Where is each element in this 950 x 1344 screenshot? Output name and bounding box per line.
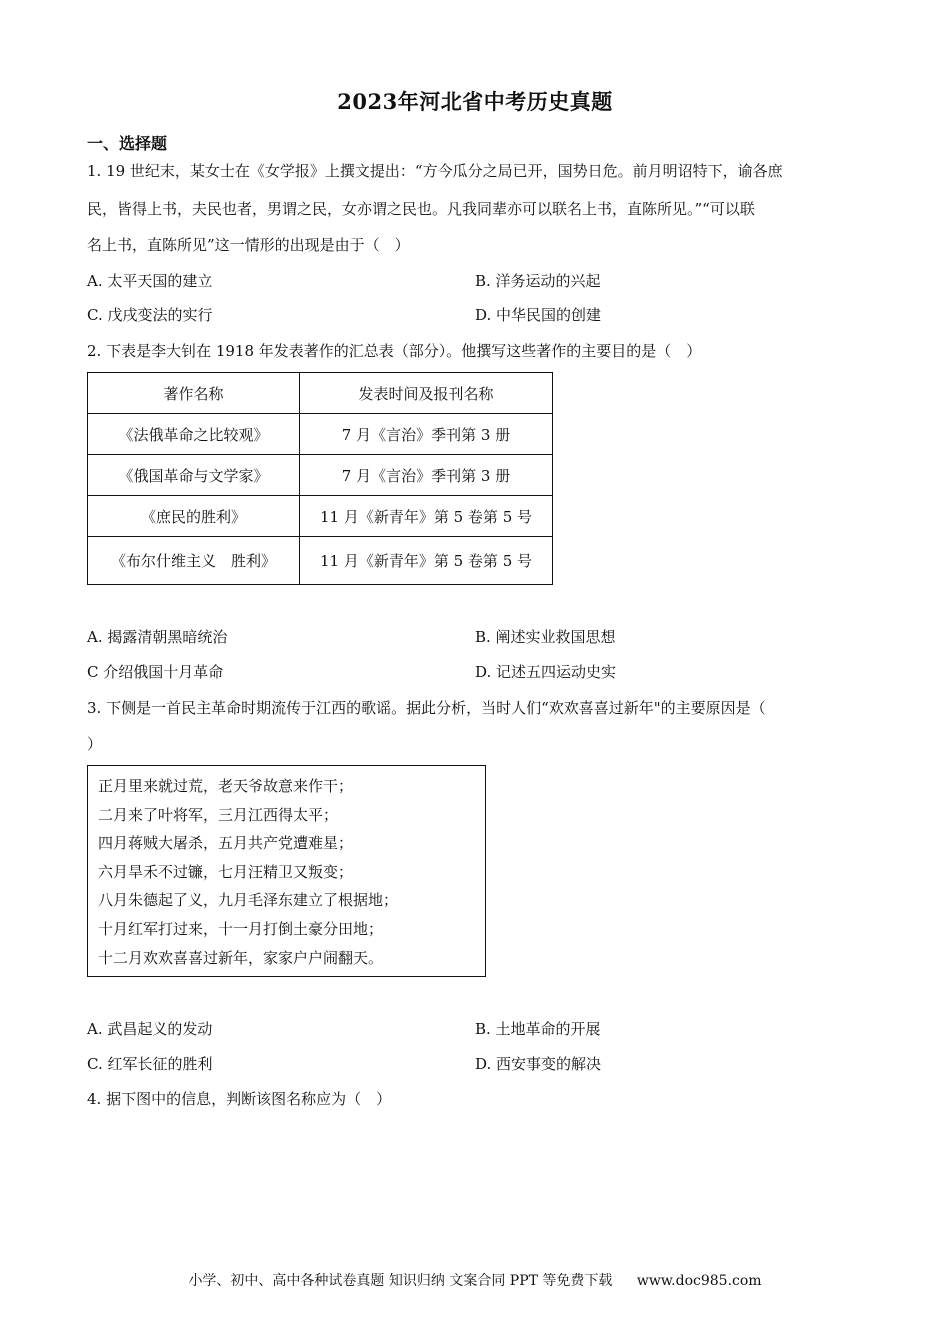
q3-option-c: C. 红军长征的胜利 bbox=[87, 1055, 213, 1073]
section-heading: 一、选择题 bbox=[87, 134, 168, 153]
q1-option-a: A. 太平天国的建立 bbox=[87, 272, 213, 290]
q3-line-2: ） bbox=[87, 735, 103, 753]
table-cell: 《俄国革命与文学家》 bbox=[88, 455, 300, 496]
table-cell: 11 月《新青年》第 5 卷第 5 号 bbox=[300, 496, 553, 537]
poem-line: 八月朱德起了义，九月毛泽东建立了根据地； bbox=[98, 891, 399, 910]
table-header-date: 发表时间及报刊名称 bbox=[300, 373, 553, 414]
poem-line: 六月旱禾不过镰，七月汪精卫又叛变； bbox=[98, 862, 354, 881]
q1-line-3: 名上书，直陈所见”这一情形的出现是由于（ ） bbox=[87, 236, 410, 254]
poem-line: 二月来了叶将军，三月江西得太平； bbox=[98, 805, 339, 824]
table-cell: 11 月《新青年》第 5 卷第 5 号 bbox=[300, 537, 553, 585]
table-cell: 《法俄革命之比较观》 bbox=[88, 414, 300, 455]
poem-line: 正月里来就过荒，老天爷故意来作干； bbox=[98, 777, 354, 795]
footer-text: 小学、初中、高中各种试卷真题 知识归纳 文案合同 PPT 等免费下载 bbox=[188, 1273, 613, 1289]
table-cell: 《布尔什维主义 胜利》 bbox=[88, 537, 300, 585]
table-cell: 7 月《言治》季刊第 3 册 bbox=[300, 455, 553, 496]
table-cell: 7 月《言治》季刊第 3 册 bbox=[300, 414, 553, 455]
q2-option-a: A. 揭露清朝黑暗统治 bbox=[87, 628, 228, 646]
q2-table bbox=[87, 372, 553, 585]
q3-option-b: B. 土地革命的开展 bbox=[475, 1020, 601, 1038]
q3-poem-box bbox=[87, 765, 486, 977]
page-title: 2023年河北省中考历史真题 bbox=[337, 89, 613, 114]
table-header-title: 著作名称 bbox=[88, 373, 300, 414]
q2-option-c: C 介绍俄国十月革命 bbox=[87, 663, 224, 681]
q1-line-2: 民，皆得上书，夫民也者，男谓之民，女亦谓之民也。凡我同辈亦可以联名上书，直陈所见。”“可以联 bbox=[87, 200, 755, 218]
q4-line-1: 4. 据下图中的信息，判断该图名称应为（ ） bbox=[87, 1090, 392, 1108]
page-footer bbox=[0, 1270, 950, 1290]
q2-option-b: B. 阐述实业救国思想 bbox=[475, 628, 616, 646]
poem-line: 十月红军打过来，十一月打倒土豪分田地； bbox=[98, 919, 384, 938]
poem-line: 十二月欢欢喜喜过新年，家家户户闹翻天。 bbox=[98, 948, 384, 967]
q1-line-1: 1. 19 世纪末，某女士在《女学报》上撰文提出：“方今瓜分之局已开，国势日危。前月明诏特下，谕各庶 bbox=[87, 162, 783, 180]
q2-line-1: 2. 下表是李大钊在 1918 年发表著作的汇总表（部分）。他撰写这些著作的主要目的是（ ） bbox=[87, 342, 702, 360]
q3-line-1: 3. 下侧是一首民主革命时期流传于江西的歌谣。据此分析，当时人们“欢欢喜喜过新年"的主要原因是（ bbox=[87, 699, 766, 717]
poem-line: 四月蒋贼大屠杀，五月共产党遭难星； bbox=[98, 834, 354, 853]
footer-link[interactable]: www.doc985.com bbox=[636, 1273, 762, 1289]
q3-option-d: D. 西安事变的解决 bbox=[475, 1055, 602, 1073]
table-cell: 《庶民的胜利》 bbox=[88, 496, 300, 537]
q2-option-d: D. 记述五四运动史实 bbox=[475, 663, 617, 681]
q1-option-b: B. 洋务运动的兴起 bbox=[475, 272, 601, 290]
q1-option-d: D. 中华民国的创建 bbox=[475, 306, 602, 324]
q3-option-a: A. 武昌起义的发动 bbox=[87, 1020, 213, 1038]
q1-option-c: C. 戊戌变法的实行 bbox=[87, 306, 213, 324]
